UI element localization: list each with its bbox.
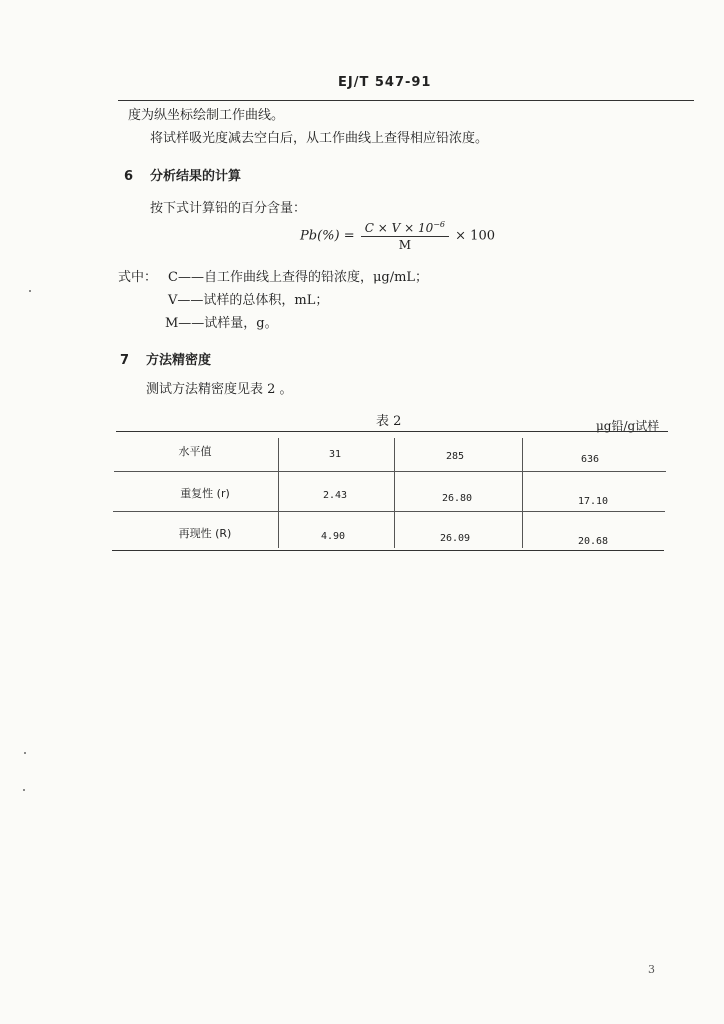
formula-numerator: $C \times V \times 10^{-6}$ bbox=[361, 220, 449, 237]
table-cell-reprod-3: 20.68 bbox=[577, 536, 609, 547]
table-cell-repeat-3: 17.10 bbox=[577, 496, 609, 507]
table-unit: μg铅/g试样 bbox=[596, 419, 660, 433]
section-7-title: 方法精密度 bbox=[146, 353, 212, 368]
table-col-divider-2 bbox=[394, 438, 395, 548]
section-7-heading bbox=[120, 349, 211, 368]
table-col-divider-1 bbox=[278, 438, 279, 548]
where-label: 式中： bbox=[118, 270, 158, 285]
paragraph-1: 度为纵坐标绘制工作曲线。 bbox=[128, 108, 285, 123]
table-cell-repeat-2: 26.80 bbox=[441, 493, 473, 504]
formula-fraction bbox=[361, 220, 449, 252]
table-row-label-level: 水平值 bbox=[178, 445, 212, 458]
table-bottom-rule bbox=[112, 550, 664, 551]
header-rule bbox=[118, 100, 694, 101]
table-row-label-reproducibility: 再现性 (R) bbox=[178, 527, 232, 540]
table-row-rule-1 bbox=[114, 471, 666, 472]
table-top-rule bbox=[116, 431, 668, 432]
paragraph-2: 将试样吸光度减去空白后，从工作曲线上查得相应铅浓度。 bbox=[150, 131, 489, 146]
where-item-m: M——试样量，g。 bbox=[165, 316, 278, 331]
table-caption: 表 2 bbox=[376, 414, 402, 429]
table-row-label-repeatability: 重复性 (r) bbox=[180, 487, 230, 500]
formula-tail: × 100 bbox=[455, 228, 495, 244]
table-cell-reprod-2: 26.09 bbox=[439, 533, 471, 544]
table-col-divider-3 bbox=[522, 438, 523, 548]
formula-exponent: −6 bbox=[433, 220, 446, 229]
scan-speck bbox=[29, 290, 31, 292]
formula-lhs: Pb(%) = bbox=[300, 228, 355, 244]
table-row-rule-2 bbox=[113, 511, 665, 512]
section-7-number: 7 bbox=[120, 353, 130, 368]
table-cell-level-3: 636 bbox=[580, 454, 600, 465]
table-cell-level-1: 31 bbox=[328, 449, 342, 460]
section-6-heading bbox=[124, 165, 241, 184]
section-6-intro: 按下式计算铅的百分含量： bbox=[150, 201, 307, 216]
section-6-title: 分析结果的计算 bbox=[150, 169, 242, 184]
section-7-intro: 测试方法精密度见表 2 。 bbox=[146, 382, 293, 397]
document-code: EJ/T 547-91 bbox=[338, 75, 432, 90]
scan-speck bbox=[24, 752, 26, 754]
formula-denominator: M bbox=[398, 238, 412, 252]
table-cell-level-2: 285 bbox=[445, 451, 465, 462]
scan-speck bbox=[23, 789, 25, 791]
where-item-c: C——自工作曲线上查得的铅浓度，μg/mL； bbox=[168, 270, 429, 285]
section-6-number: 6 bbox=[124, 169, 134, 184]
table-cell-repeat-1: 2.43 bbox=[322, 490, 348, 501]
page-number: 3 bbox=[648, 963, 655, 976]
where-item-v: V——试样的总体积，mL； bbox=[168, 293, 329, 308]
table-cell-reprod-1: 4.90 bbox=[320, 531, 346, 542]
lead-formula bbox=[300, 220, 495, 252]
